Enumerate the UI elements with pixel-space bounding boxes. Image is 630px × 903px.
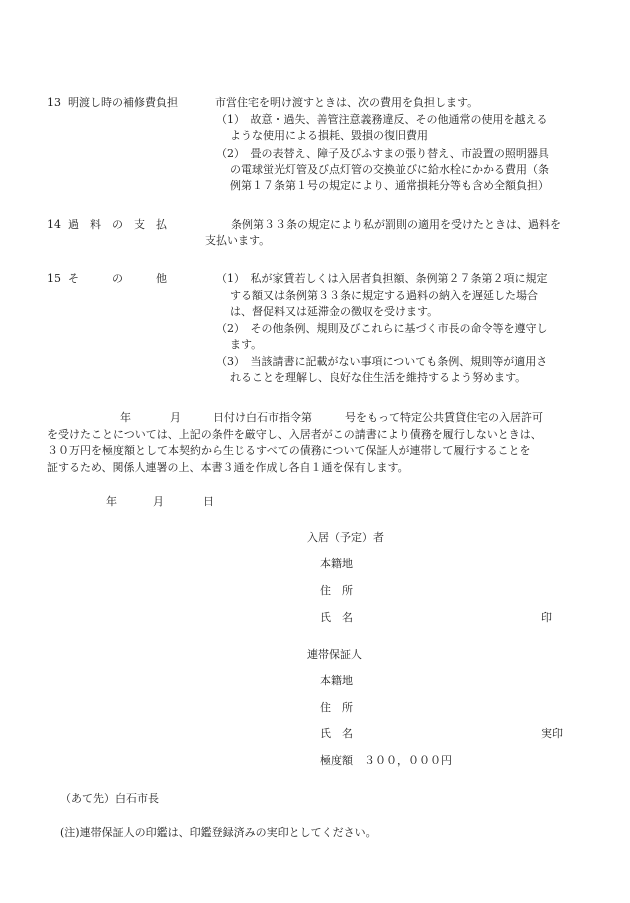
guarantor-limit: 極度額 ３００，０００円: [320, 754, 452, 767]
footnote: (注)連帯保証人の印鑑は、印鑑登録済みの実印としてください。: [60, 826, 377, 839]
guarantor-address-label: 住 所: [320, 701, 353, 714]
section-14-title: 過 料 の 支 払: [68, 218, 167, 231]
section-15-line: （1） 私が家賃若しくは入居者負担額、条例第２７条第２項に規定: [216, 272, 548, 285]
section-14-line: 条例第３３条の規定により私が罰則の適用を受けたときは、過料を: [231, 218, 561, 231]
section-13-line: （1） 故意・過失、善管注意義務違反、その他通常の使用を越える: [216, 113, 548, 126]
section-15-line: ます。: [230, 338, 263, 351]
section-13-line: 例第１７条第１号の規定により、通常損耗分等も含め全額負担）: [230, 179, 549, 192]
section-15-line: は、督促料又は延滞金の徴収を受けます。: [230, 305, 439, 318]
guarantor-name-label: 氏 名: [320, 727, 353, 740]
section-13-number: 13: [47, 96, 61, 109]
section-13-line: 市営住宅を明け渡すときは、次の費用を負担します。: [215, 96, 479, 109]
section-13-title: 明渡し時の補修費負担: [68, 96, 178, 109]
section-14-number: 14: [47, 218, 61, 231]
statement-line: ３０万円を極度額として本契約から生じるすべての債務について保証人が連帯して履行することを: [47, 444, 531, 457]
tenant-address-label: 住 所: [320, 584, 353, 597]
tenant-name-label: 氏 名: [320, 611, 353, 624]
section-15-number: 15: [47, 272, 61, 285]
section-13-line: ような使用による損耗、毀損の復旧費用: [230, 129, 428, 142]
statement-year: 年: [120, 411, 131, 424]
date-year: 年: [106, 495, 117, 508]
guarantor-domicile-label: 本籍地: [320, 674, 353, 687]
section-13-line: の電球蛍光灯管及び点灯管の交換並びに給水栓にかかる費用（条: [230, 163, 549, 176]
statement-line: を受けたことについては、上記の条件を厳守し、入居者がこの請書により債務を履行しないときは、: [47, 428, 542, 441]
date-month: 月: [153, 495, 164, 508]
statement-month: 月: [170, 411, 181, 424]
section-14-line: 支払います。: [205, 234, 271, 247]
guarantor-seal-mark: 実印: [541, 727, 563, 740]
section-15-line: （3） 当該請書に記載がない事項についても条例、規則等が適用さ: [216, 355, 548, 368]
section-13-line: （2） 畳の表替え、障子及びふすまの張り替え、市設置の照明器具: [216, 147, 549, 160]
section-15-line: （2） その他条例、規則及びこれらに基づく市長の命令等を遵守し: [216, 322, 548, 335]
section-15-title: そ の 他: [68, 272, 167, 285]
guarantor-heading: 連帯保証人: [307, 648, 362, 661]
tenant-domicile-label: 本籍地: [320, 557, 353, 570]
statement-first-line: 日付け白石市指令第 号をもって特定公共賃貸住宅の入居許可: [213, 411, 543, 424]
tenant-seal-mark: 印: [541, 611, 552, 624]
section-15-line: する額又は条例第３３条に規定する過料の納入を遅延した場合: [230, 289, 538, 302]
section-15-line: れることを理解し、良好な住生活を維持するよう努めます。: [230, 371, 527, 384]
statement-line: 証するため、関係人連署の上、本書３通を作成し各自１通を保有します。: [47, 461, 409, 474]
date-day: 日: [203, 495, 214, 508]
addressee: （あて先）白石市長: [60, 792, 159, 805]
tenant-heading: 入居（予定）者: [307, 531, 384, 544]
